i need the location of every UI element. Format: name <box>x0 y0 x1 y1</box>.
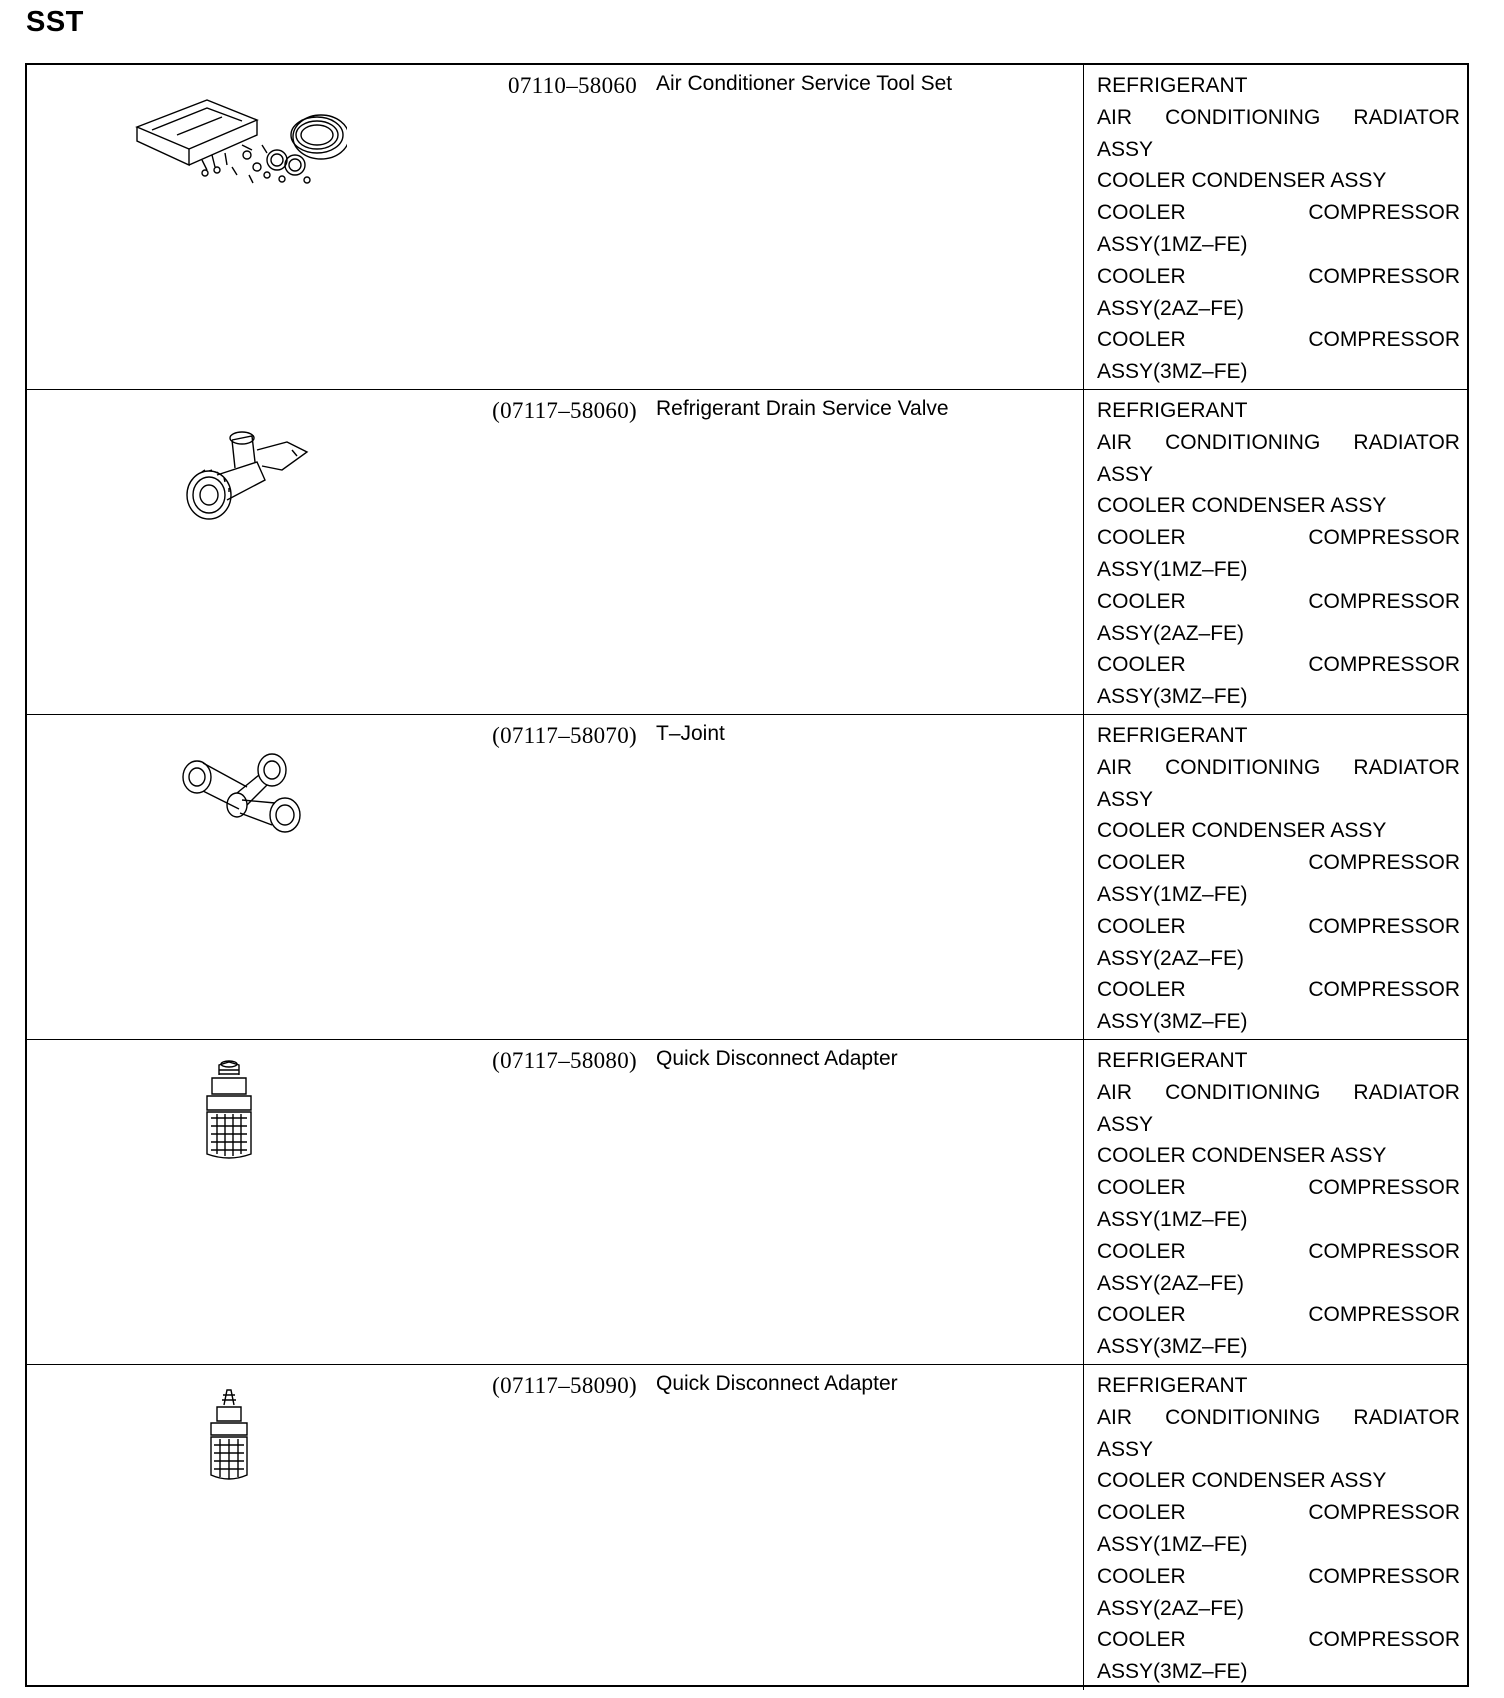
usage-word: ASSY(3MZ–FE) <box>1097 1335 1248 1359</box>
usage-line <box>1097 1236 1460 1268</box>
tool-name: Quick Disconnect Adapter <box>656 1372 898 1395</box>
table-row <box>27 390 1467 715</box>
usage-word: COOLER <box>1097 1501 1186 1525</box>
usage-line <box>1097 1593 1460 1625</box>
usage-word: COMPRESSOR <box>1308 851 1460 875</box>
usage-word: COOLER CONDENSER ASSY <box>1097 819 1387 843</box>
usage-word: COOLER CONDENSER ASSY <box>1097 494 1387 518</box>
usage-word: ASSY(1MZ–FE) <box>1097 1207 1248 1231</box>
usage-word: RADIATOR <box>1353 755 1460 779</box>
part-number: (07117–58090) <box>492 1373 637 1398</box>
service-tool-set-icon <box>107 75 347 215</box>
usage-line <box>1097 1268 1460 1300</box>
usage-word: REFRIGERANT <box>1097 1374 1248 1397</box>
usage-word: CONDITIONING <box>1165 1080 1321 1104</box>
usage-word: COMPRESSOR <box>1308 1176 1460 1200</box>
usage-line <box>1097 261 1460 293</box>
usage-line <box>1097 1109 1460 1141</box>
usage-word: COMPRESSOR <box>1308 201 1460 225</box>
usage-line <box>1097 1465 1460 1497</box>
usage-word: COOLER <box>1097 978 1186 1002</box>
usage-line <box>1097 649 1460 681</box>
table-row <box>27 1365 1467 1690</box>
usage-line <box>1097 229 1460 261</box>
usage-line <box>1097 784 1460 816</box>
usage-word: ASSY(2AZ–FE) <box>1097 946 1245 970</box>
usage-line <box>1097 522 1460 554</box>
usage-word: COOLER <box>1097 1176 1186 1200</box>
usage-word: COOLER <box>1097 264 1186 288</box>
usage-word: ASSY(2AZ–FE) <box>1097 1596 1245 1620</box>
usage-word: COOLER <box>1097 1628 1186 1652</box>
usage-word: AIR <box>1097 755 1133 779</box>
t-joint-icon <box>107 725 347 865</box>
usage-word: ASSY(3MZ–FE) <box>1097 1660 1248 1684</box>
usage-word: COMPRESSOR <box>1308 914 1460 938</box>
usage-word: COMPRESSOR <box>1308 1239 1460 1263</box>
usage-word: COOLER <box>1097 526 1186 550</box>
usage-line <box>1097 1077 1460 1109</box>
usage-word: ASSY(2AZ–FE) <box>1097 1271 1245 1295</box>
usage-word: ASSY <box>1097 787 1154 811</box>
usage-line <box>1097 70 1460 102</box>
usage-word: COMPRESSOR <box>1308 978 1460 1002</box>
usage-word: COOLER CONDENSER ASSY <box>1097 1144 1387 1168</box>
usage-line <box>1097 847 1460 879</box>
usage-list <box>1097 70 1460 388</box>
tool-name: T–Joint <box>656 722 725 745</box>
usage-word: ASSY(2AZ–FE) <box>1097 621 1245 645</box>
usage-list <box>1097 720 1460 1038</box>
usage-line <box>1097 1434 1460 1466</box>
column-divider <box>1083 715 1084 1039</box>
page-title: SST <box>26 6 84 38</box>
usage-word: COMPRESSOR <box>1308 589 1460 613</box>
usage-word: REFRIGERANT <box>1097 74 1248 97</box>
usage-word: COOLER <box>1097 201 1186 225</box>
quick-disconnect-adapter-icon <box>107 1050 347 1190</box>
usage-word: CONDITIONING <box>1165 430 1321 454</box>
column-divider <box>1083 65 1084 389</box>
part-number: 07110–58060 <box>508 73 637 98</box>
usage-word: ASSY(1MZ–FE) <box>1097 1532 1248 1556</box>
column-divider <box>1083 390 1084 714</box>
usage-word: AIR <box>1097 105 1133 129</box>
usage-word: REFRIGERANT <box>1097 399 1248 422</box>
usage-line <box>1097 1497 1460 1529</box>
column-divider <box>1083 1040 1084 1364</box>
drain-service-valve-icon <box>107 400 347 540</box>
usage-word: ASSY(3MZ–FE) <box>1097 685 1248 709</box>
usage-word: COMPRESSOR <box>1308 264 1460 288</box>
usage-line <box>1097 681 1460 713</box>
usage-word: ASSY(1MZ–FE) <box>1097 557 1248 581</box>
quick-disconnect-adapter-icon <box>107 1375 347 1515</box>
usage-word: COMPRESSOR <box>1308 1501 1460 1525</box>
usage-line <box>1097 974 1460 1006</box>
usage-line <box>1097 356 1460 388</box>
usage-word: ASSY <box>1097 1112 1154 1136</box>
usage-word: AIR <box>1097 430 1133 454</box>
usage-line <box>1097 324 1460 356</box>
tool-name: Air Conditioner Service Tool Set <box>656 72 953 95</box>
usage-word: ASSY(2AZ–FE) <box>1097 296 1245 320</box>
table-row <box>27 1040 1467 1365</box>
usage-line <box>1097 427 1460 459</box>
usage-line <box>1097 1370 1460 1402</box>
usage-word: COOLER CONDENSER ASSY <box>1097 1469 1387 1493</box>
usage-word: COOLER <box>1097 1239 1186 1263</box>
usage-word: COMPRESSOR <box>1308 526 1460 550</box>
usage-line <box>1097 293 1460 325</box>
usage-list <box>1097 395 1460 713</box>
usage-line <box>1097 1006 1460 1038</box>
part-number: (07117–58070) <box>492 723 637 748</box>
usage-word: COMPRESSOR <box>1308 328 1460 352</box>
usage-line <box>1097 720 1460 752</box>
usage-line <box>1097 586 1460 618</box>
usage-line <box>1097 618 1460 650</box>
usage-word: COOLER <box>1097 914 1186 938</box>
usage-word: COOLER <box>1097 1564 1186 1588</box>
usage-word: RADIATOR <box>1353 1405 1460 1429</box>
usage-line <box>1097 815 1460 847</box>
usage-word: CONDITIONING <box>1165 755 1321 779</box>
usage-word: RADIATOR <box>1353 1080 1460 1104</box>
usage-line <box>1097 943 1460 975</box>
usage-line <box>1097 134 1460 166</box>
usage-word: ASSY <box>1097 137 1154 161</box>
usage-word: CONDITIONING <box>1165 105 1321 129</box>
table-row <box>27 65 1467 390</box>
column-divider <box>1083 1365 1084 1690</box>
usage-word: COMPRESSOR <box>1308 1564 1460 1588</box>
part-number: (07117–58060) <box>492 398 637 423</box>
usage-line <box>1097 1656 1460 1688</box>
usage-line <box>1097 1172 1460 1204</box>
usage-word: COOLER <box>1097 1303 1186 1327</box>
usage-word: RADIATOR <box>1353 430 1460 454</box>
tool-name: Refrigerant Drain Service Valve <box>656 397 949 420</box>
usage-word: REFRIGERANT <box>1097 724 1248 747</box>
usage-line <box>1097 1204 1460 1236</box>
usage-line <box>1097 165 1460 197</box>
usage-word: CONDITIONING <box>1165 1405 1321 1429</box>
usage-word: AIR <box>1097 1080 1133 1104</box>
usage-word: COMPRESSOR <box>1308 1628 1460 1652</box>
usage-line <box>1097 879 1460 911</box>
usage-word: AIR <box>1097 1405 1133 1429</box>
usage-word: REFRIGERANT <box>1097 1049 1248 1072</box>
usage-list <box>1097 1045 1460 1363</box>
usage-line <box>1097 1331 1460 1363</box>
usage-word: COOLER <box>1097 653 1186 677</box>
usage-line <box>1097 395 1460 427</box>
usage-word: COOLER <box>1097 328 1186 352</box>
usage-word: ASSY(3MZ–FE) <box>1097 360 1248 384</box>
usage-line <box>1097 911 1460 943</box>
usage-line <box>1097 1561 1460 1593</box>
usage-line <box>1097 554 1460 586</box>
usage-word: ASSY <box>1097 1437 1154 1461</box>
usage-word: COMPRESSOR <box>1308 1303 1460 1327</box>
usage-line <box>1097 1402 1460 1434</box>
usage-word: RADIATOR <box>1353 105 1460 129</box>
usage-word: ASSY <box>1097 462 1154 486</box>
usage-line <box>1097 1045 1460 1077</box>
usage-line <box>1097 490 1460 522</box>
usage-line <box>1097 1529 1460 1561</box>
table-row <box>27 715 1467 1040</box>
usage-line <box>1097 197 1460 229</box>
usage-line <box>1097 1624 1460 1656</box>
usage-word: ASSY(1MZ–FE) <box>1097 232 1248 256</box>
usage-line <box>1097 459 1460 491</box>
usage-line <box>1097 1299 1460 1331</box>
usage-line <box>1097 1140 1460 1172</box>
usage-word: COOLER <box>1097 589 1186 613</box>
usage-word: COMPRESSOR <box>1308 653 1460 677</box>
usage-line <box>1097 102 1460 134</box>
sst-table <box>25 63 1469 1687</box>
usage-word: ASSY(3MZ–FE) <box>1097 1010 1248 1034</box>
usage-line <box>1097 752 1460 784</box>
usage-word: ASSY(1MZ–FE) <box>1097 882 1248 906</box>
usage-word: COOLER CONDENSER ASSY <box>1097 169 1387 193</box>
part-number: (07117–58080) <box>492 1048 637 1073</box>
tool-name: Quick Disconnect Adapter <box>656 1047 898 1070</box>
usage-word: COOLER <box>1097 851 1186 875</box>
usage-list <box>1097 1370 1460 1688</box>
